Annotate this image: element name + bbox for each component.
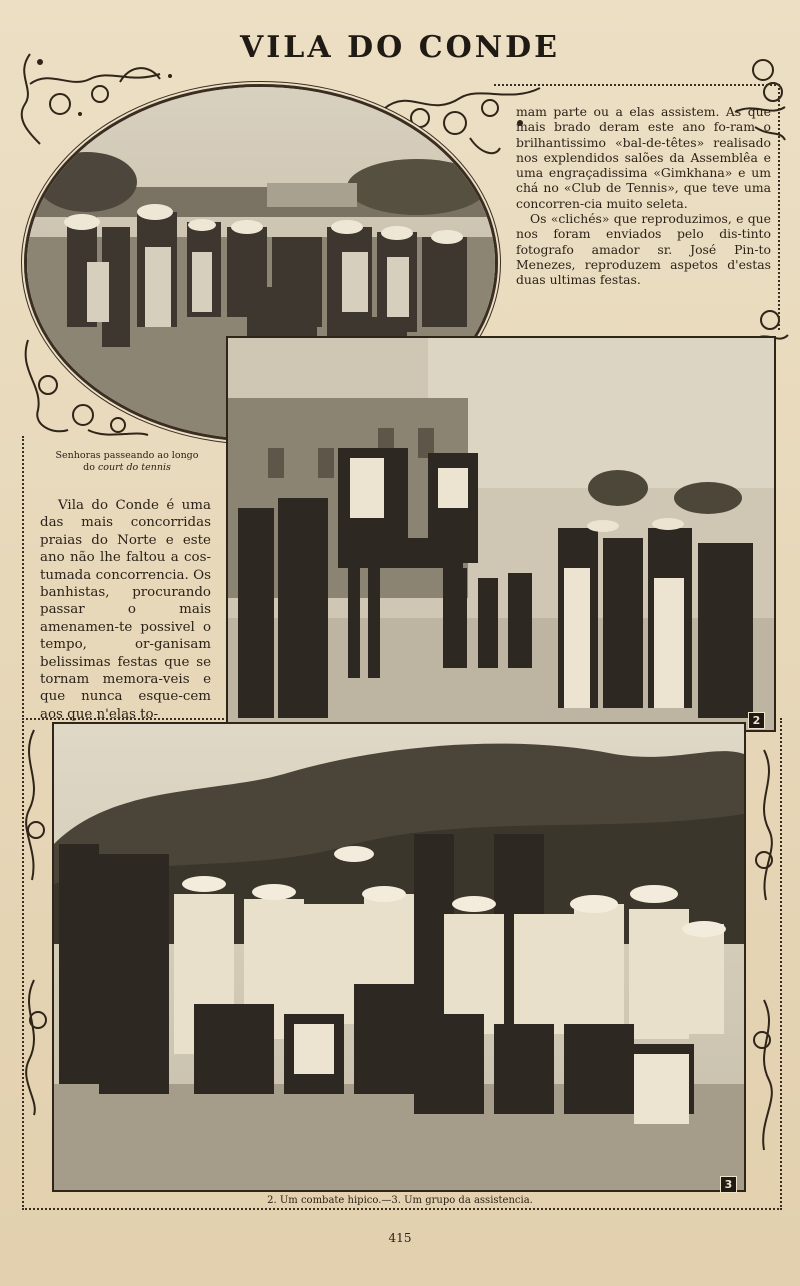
- right-paragraph-1: mam parte ou a elas assistem. As que mais brado deram este ano fo-ram o brilhantissimo «bal-de-têtes» realisado nos explendidos salões da Assemblêa e uma engraçadissima «Gimkhana» e um chá no «Club de Tennis», que teve uma concorren-cia muito seleta.: [516, 104, 771, 211]
- photo-1-caption-line1: Senhoras passeando ao longo: [55, 450, 199, 461]
- photo-3-number: 3: [720, 1176, 737, 1193]
- photo-2-horse-combat: [226, 336, 776, 732]
- horse-combat-photo: [228, 338, 774, 730]
- right-paragraph-2: Os «clichés» que reproduzimos, e que nos foram enviados pelo dis-tinto fotografo amador sr. José Pin-to Menezes, reproduzem aspetos d'estas duas ultimas festas.: [516, 211, 771, 288]
- left-paragraph: Vila do Conde é uma das mais concorridas praias do Norte e este ano não lhe faltou a cos-tumada concorrencia. Os banhistas, procurando passar o mais amenamen-te possivel o tempo, or-ganisam belissimas festas que se tornam memora-veis e que nunca esque-cem aos que n'elas to-: [40, 498, 211, 722]
- caption-prefix: do: [83, 462, 98, 473]
- audience-group-photo: [54, 724, 744, 1190]
- page-number: 415: [388, 1231, 412, 1245]
- photo-2-number: 2: [748, 712, 765, 729]
- photo-1-caption: [34, 450, 220, 474]
- left-column-text: [40, 497, 211, 723]
- caption-italic: court do tennis: [97, 462, 171, 473]
- page-title: VILA DO CONDE: [239, 30, 561, 65]
- bottom-caption: 2. Um combate hipico.—3. Um grupo da assistencia.: [267, 1195, 533, 1206]
- right-column-text: [516, 104, 771, 288]
- photo-1-caption-line2: [34, 462, 220, 474]
- photo-3-audience-group: [52, 722, 746, 1192]
